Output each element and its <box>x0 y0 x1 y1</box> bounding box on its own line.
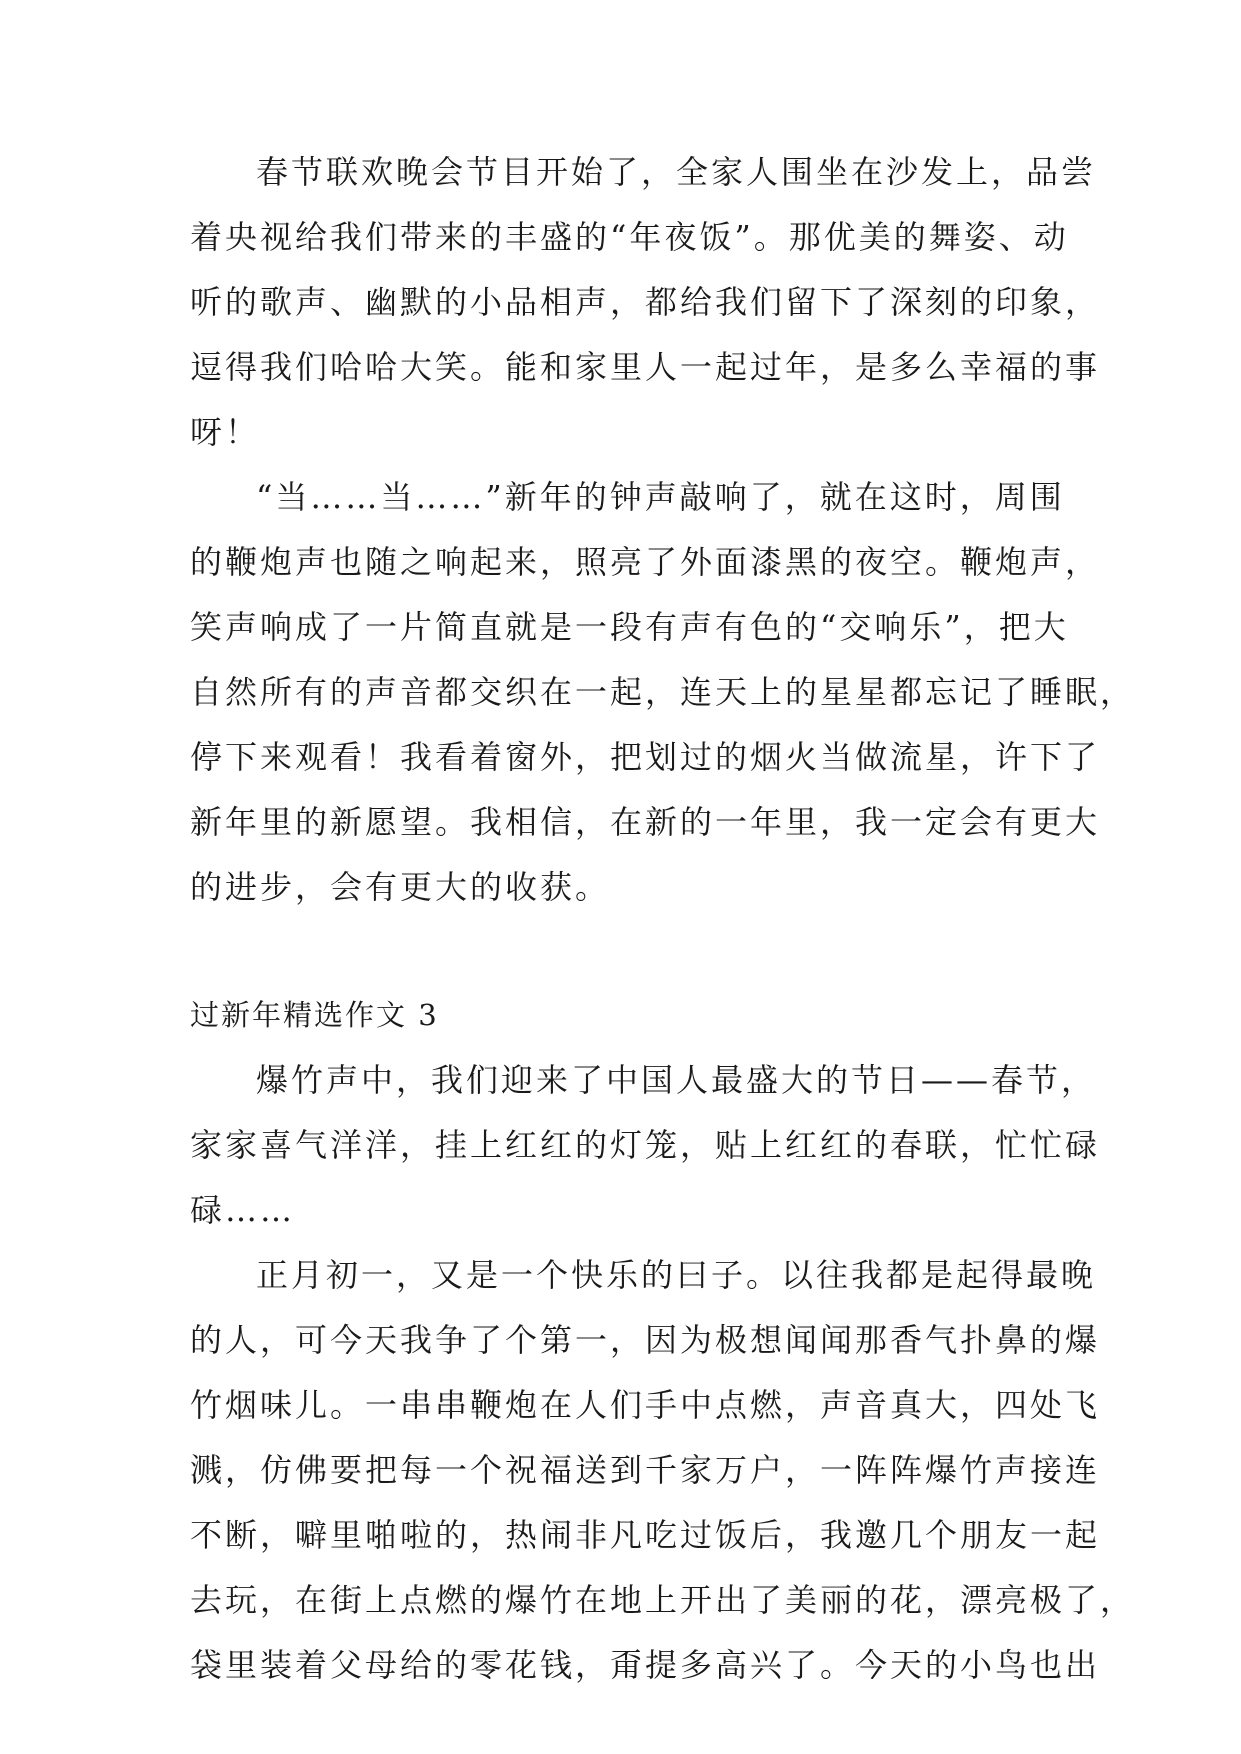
paragraph-2-line: 的鞭炮声也随之响起来，照亮了外面漆黑的夜空。鞭炮声， <box>190 543 1101 581</box>
paragraph-4-line: 竹烟味儿。一串串鞭炮在人们手中点燃，声音真大，四处飞 <box>190 1386 1101 1424</box>
paragraph-1-line: 听的歌声、幽默的小品相声，都给我们留下了深刻的印象， <box>190 283 1101 321</box>
paragraph-4-line: 去玩，在街上点燃的爆竹在地上开出了美丽的花，漂亮极了， <box>190 1581 1136 1619</box>
paragraph-2-line: 的进步，会有更大的收获。 <box>190 868 611 906</box>
paragraph-3-line: 爆竹声中，我们迎来了中国人最盛大的节日——春节， <box>256 1061 1097 1099</box>
paragraph-3-line: 碌…… <box>190 1191 296 1229</box>
paragraph-3-line: 家家喜气洋洋，挂上红红的灯笼，贴上红红的春联，忙忙碌 <box>190 1126 1101 1164</box>
paragraph-2-line: “当……当……”新年的钟声敲响了，就在这时，周围 <box>256 478 1065 516</box>
paragraph-2-line: 自然所有的声音都交织在一起，连天上的星星都忘记了睡眠， <box>190 673 1136 711</box>
paragraph-2-line: 笑声响成了一片简直就是一段有声有色的“交响乐”，把大 <box>190 608 1069 646</box>
paragraph-4-line: 的人，可今天我争了个第一，因为极想闻闻那香气扑鼻的爆 <box>190 1321 1101 1359</box>
paragraph-4-line: 袋里装着父母给的零花钱，甭提多高兴了。今天的小鸟也出 <box>190 1646 1101 1684</box>
paragraph-4-line: 正月初一，又是一个快乐的曰子。以往我都是起得最晚 <box>256 1256 1097 1294</box>
paragraph-4-line: 溅，仿佛要把每一个祝福送到千家万户，一阵阵爆竹声接连 <box>190 1451 1101 1489</box>
paragraph-1-line: 着央视给我们带来的丰盛的“年夜饭”。那优美的舞姿、动 <box>190 218 1069 256</box>
paragraph-1-line: 逗得我们哈哈大笑。能和家里人一起过年，是多么幸福的事 <box>190 348 1101 386</box>
paragraph-1-line: 春节联欢晚会节目开始了，全家人围坐在沙发上，品尝 <box>256 153 1097 191</box>
paragraph-1-line: 呀！ <box>190 413 261 451</box>
section-heading: 过新年精选作文 3 <box>190 998 439 1032</box>
paragraph-2-line: 新年里的新愿望。我相信，在新的一年里，我一定会有更大 <box>190 803 1101 841</box>
paragraph-2-line: 停下来观看！我看着窗外，把划过的烟火当做流星，许下了 <box>190 738 1101 776</box>
paragraph-4-line: 不断，噼里啪啦的，热闹非凡吃过饭后，我邀几个朋友一起 <box>190 1516 1101 1554</box>
